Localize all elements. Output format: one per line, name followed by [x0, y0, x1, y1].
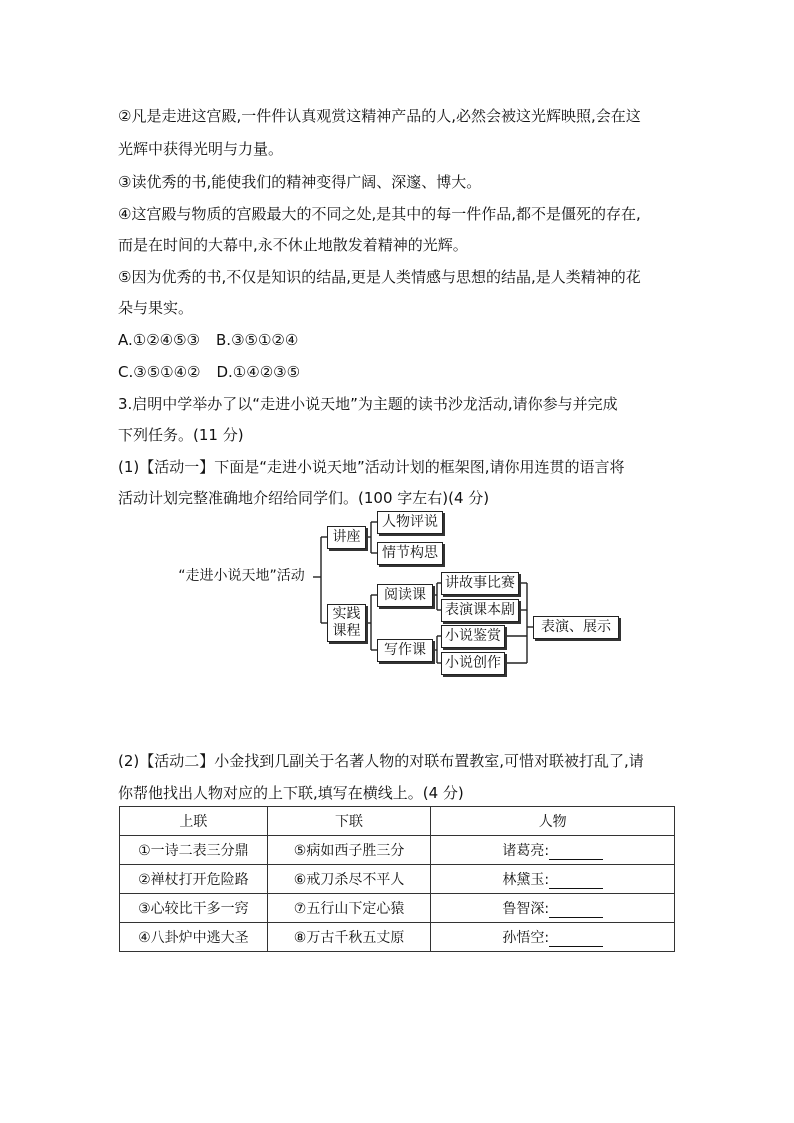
- header-character: 人物: [431, 807, 675, 836]
- character-cell: [431, 865, 675, 894]
- passage-item-5-line-1: ⑤因为优秀的书,不仅是知识的结晶,更是人类情感与思想的结晶,是人类精神的花: [118, 268, 641, 286]
- diagram-node-show: 表演、展示: [533, 616, 619, 639]
- diagram-node-practice-course-line-2: 课程: [332, 623, 361, 639]
- option-c: C.③⑤①④②: [118, 363, 201, 381]
- passage-item-2-line-1: ②凡是走进这宫殿,一件件认真观赏这精神产品的人,必然会被这光辉映照,会在这: [118, 107, 641, 125]
- diagram-node-practice-course: [327, 604, 366, 642]
- table-row: [120, 836, 675, 865]
- diagram-node-novel-creation: 小说创作: [441, 652, 505, 675]
- character-name: 诸葛亮:: [502, 843, 550, 859]
- answer-blank[interactable]: [549, 903, 603, 918]
- upper-couplet-cell: ②禅杖打开危险路: [120, 865, 268, 894]
- character-cell: [431, 923, 675, 952]
- couplets-table: [119, 806, 675, 952]
- character-name: 孙悟空:: [502, 930, 550, 946]
- diagram-node-story-contest: 讲故事比赛: [441, 572, 519, 595]
- task-1-line-1: (1)【活动一】下面是“走进小说天地”活动计划的框架图,请你用连贯的语言将: [118, 458, 625, 476]
- diagram-node-character-review: 人物评说: [377, 511, 443, 534]
- task-2-line-2: 你帮他找出人物对应的上下联,填写在横线上。(4 分): [118, 784, 464, 802]
- diagram-node-script-performance: 表演课本剧: [441, 599, 519, 622]
- passage-item-5-line-2: 朵与果实。: [118, 299, 194, 317]
- header-lower-couplet: 下联: [267, 807, 431, 836]
- option-b: B.③⑤①②④: [216, 331, 299, 349]
- upper-couplet-cell: ③心较比干多一窍: [120, 894, 268, 923]
- diagram-node-writing-class: 写作课: [377, 639, 433, 662]
- character-name: 鲁智深:: [502, 901, 550, 917]
- lower-couplet-cell: ⑤病如西子胜三分: [267, 836, 431, 865]
- table-row: [120, 894, 675, 923]
- answer-blank[interactable]: [549, 845, 603, 860]
- table-row: [120, 865, 675, 894]
- diagram-node-practice-course-line-1: 实践: [332, 606, 361, 622]
- character-cell: [431, 836, 675, 865]
- lower-couplet-cell: ⑥戒刀杀尽不平人: [267, 865, 431, 894]
- upper-couplet-cell: ④八卦炉中逃大圣: [120, 923, 268, 952]
- diagram-node-reading-class: 阅读课: [377, 584, 433, 607]
- lower-couplet-cell: ⑦五行山下定心猿: [267, 894, 431, 923]
- diagram-node-plot-design: 情节构思: [377, 542, 443, 565]
- diagram-node-novel-appreciation: 小说鉴赏: [441, 625, 505, 648]
- option-a: A.①②④⑤③: [118, 331, 201, 349]
- passage-item-4-line-2: 而是在时间的大幕中,永不休止地散发着精神的光辉。: [118, 236, 468, 254]
- header-upper-couplet: 上联: [120, 807, 268, 836]
- character-cell: [431, 894, 675, 923]
- passage-item-4-line-1: ④这宫殿与物质的宫殿最大的不同之处,是其中的每一件作品,都不是僵死的存在,: [118, 205, 641, 223]
- question-3-line-1: 3.启明中学举办了以“走进小说天地”为主题的读书沙龙活动,请你参与并完成: [118, 395, 618, 413]
- answer-blank[interactable]: [549, 874, 603, 889]
- lower-couplet-cell: ⑧万古千秋五丈原: [267, 923, 431, 952]
- upper-couplet-cell: ①一诗二表三分鼎: [120, 836, 268, 865]
- task-2-line-1: (2)【活动二】小金找到几副关于名著人物的对联布置教室,可惜对联被打乱了,请: [118, 752, 644, 770]
- character-name: 林黛玉:: [502, 872, 550, 888]
- option-d: D.①④②③⑤: [216, 363, 301, 381]
- table-row: [120, 923, 675, 952]
- passage-item-3: ③读优秀的书,能使我们的精神变得广阔、深邃、博大。: [118, 173, 482, 191]
- question-3-line-2: 下列任务。(11 分): [118, 426, 244, 444]
- table-header-row: [120, 807, 675, 836]
- answer-blank[interactable]: [549, 932, 603, 947]
- passage-item-2-line-2: 光辉中获得光明与力量。: [118, 140, 284, 158]
- task-1-line-2: 活动计划完整准确地介绍给同学们。(100 字左右)(4 分): [118, 489, 490, 507]
- diagram-node-lecture: 讲座: [327, 526, 366, 549]
- diagram-root: “走进小说天地”活动: [170, 566, 313, 588]
